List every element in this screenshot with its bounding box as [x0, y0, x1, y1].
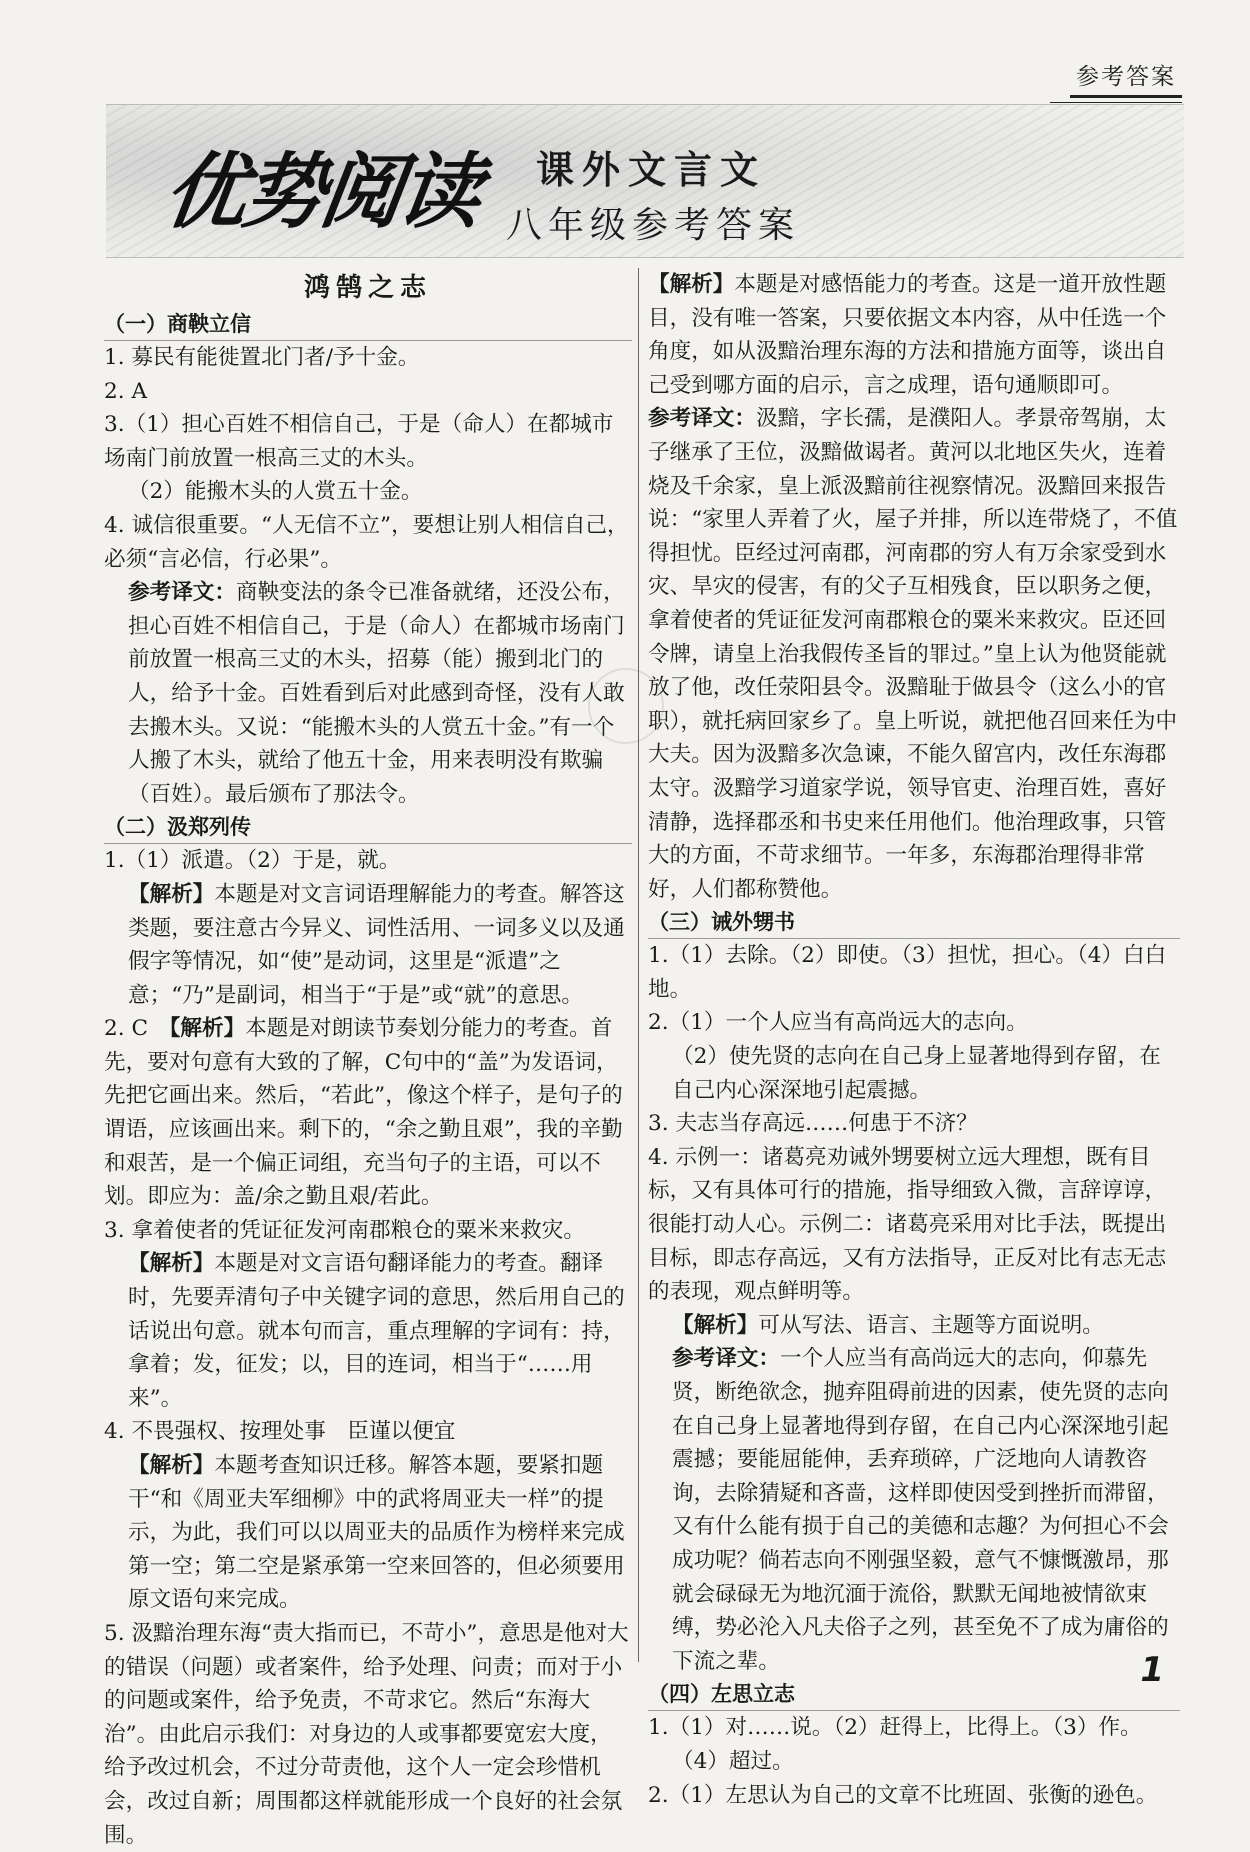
right-column	[648, 268, 1180, 1812]
analysis-text: 本题是对感悟能力的考查。这是一道开放性题目，没有唯一答案，只要依据文本内容，从中任选一个角度，如从汲黯治理东海的方法和措施方面等，谈出自己受到哪方面的启示，言之成理，语句通顺即可。	[648, 272, 1167, 398]
translation-text: 汲黯，字长孺，是濮阳人。孝景帝驾崩，太子继承了王位，汲黯做谒者。黄河以北地区失火，连着烧及千余家，皇上派汲黯前往视察情况。汲黯回来报告说：“家里人弄着了火，屋子并排，所以连带烧了，不值得担忧。臣经过河南郡，河南郡的穷人有万余家受到水灾、旱灾的侵害，有的父子互相残食，臣以职务之便，拿着使者的凭证征发河南郡粮仓的粟米来救灾。臣还回令牌，请皇上治我假传圣旨的罪过。”皇上认为他贤能就放了他，改任荥阳县令。汲黯耻于做县令（这么小的官职），就托病回家乡了。皇上听说，就把他召回来任为中大夫。因为汲黯多次急谏，不能久留宫内，改任东海郡太守。汲黯学习道家学说，领导官吏、治理百姓，喜好清静，选择郡丞和书史来任用他们。他治理政事，只管大的方面，不苛求细节。一年多，东海郡治理得非常好，人们都称赞他。	[648, 406, 1178, 902]
answer-3-1: 1.（1）去除。（2）即使。（3）担忧，担心。（4）白白地。	[648, 943, 1167, 1002]
heading-jiewaisheng: （三）诫外甥书	[648, 906, 1180, 939]
analysis-label: 【解析】	[672, 1312, 759, 1338]
analysis-2-3	[104, 1247, 632, 1415]
translation-2	[648, 402, 1180, 906]
column-divider	[638, 268, 639, 1662]
answer-2-1: 1.（1）派遣。（2）于是，就。	[104, 848, 401, 874]
answer-4-2: 2.（1）左思认为自己的文章不比班固、张衡的逊色。	[648, 1782, 1158, 1808]
answer-1-2: 2. A	[104, 378, 148, 404]
heading-zuosi: （四）左思立志	[648, 1678, 1180, 1711]
translation-label: 参考译文：	[672, 1346, 780, 1372]
answer-1-4: 4. 诚信很重要。“人无信不立”，要想让别人相信自己，必须“言必信，行必果”。	[104, 512, 629, 572]
logo: 优势阅读	[158, 144, 484, 240]
analysis-text: 本题是对朗读节奏划分能力的考查。首先，要对句意有大致的了解，C句中的“盖”为发语词，先把它画出来。然后，“若此”，像这个样子，是句子的谓语，应该画出来。剩下的，“余之勤且艰”，我的辛勤和艰苦，是一个偏正词组，充当句子的主语，可以不划。即应为：盖/余之勤且艰/若此。	[104, 1016, 623, 1210]
translation-text: 商鞅变法的条令已准备就绪，还没公布，担心百姓不相信自己，于是（命人）在都城市场南门前放置一根高三丈的木头，招募（能）搬到北门的人，给予十金。百姓看到后对此感到奇怪，没有人敢去搬木头。又说：“能搬木头的人赏五十金。”有一个人搬了木头，就给了他五十金，用来表明没有欺骗（百姓）。最后颁布了那法令。	[128, 580, 625, 807]
analysis-2-4	[104, 1449, 632, 1617]
analysis-text: 可从写法、语言、主题等方面说明。	[758, 1312, 1104, 1338]
translation-label: 参考译文：	[648, 406, 756, 432]
analysis-label: 【解析】	[128, 1453, 215, 1478]
translation-3	[648, 1342, 1180, 1678]
answer-2-3: 3. 拿着使者的凭证征发河南郡粮仓的粟米来救灾。	[104, 1217, 585, 1243]
analysis-label: 【解析】	[128, 881, 215, 907]
analysis-text: 本题是对文言词语理解能力的考查。解答这类题，要注意古今异义、词性活用、一词多义以及通假字等情况，如“使”是动词，这里是“派遣”之意；“乃”是副词，相当于“于是”或“就”的意思。	[128, 881, 625, 1008]
answer-letter: 2. C	[104, 1016, 148, 1042]
analysis-2-5	[648, 268, 1180, 402]
heading-jizheng: （二）汲郑列传	[104, 811, 632, 844]
section-title: 鸿鹄之志	[303, 273, 432, 303]
heading-shangyang: （一）商鞅立信	[104, 308, 632, 341]
analysis-text: 本题是对文言语句翻译能力的考查。翻译时，先要弄清句子中关键字词的意思，然后用自己的话说出句意。就本句而言，重点理解的字词有：持，拿着；发，征发；以，目的连词，相当于“……用来”。	[128, 1251, 625, 1411]
answer-1-3a: 3.（1）担心百姓不相信自己，于是（命人）在都城市场南门前放置一根高三丈的木头。	[104, 412, 614, 471]
translation-label: 参考译文：	[128, 580, 236, 606]
answer-4-1b: （4）超过。	[672, 1748, 794, 1774]
left-column	[104, 268, 632, 1852]
header-tag: 参考答案	[1070, 58, 1182, 98]
answer-3-4: 4. 示例一：诸葛亮劝诫外甥要树立远大理想，既有目标，又有具体可行的措施，指导细致入微，言辞谆谆，很能打动人心。示例二：诸葛亮采用对比手法，既提出目标，即志存高远，又有方法指导，正反对比有志无志的表现，观点鲜明等。	[648, 1144, 1167, 1305]
analysis-label: 【解析】	[648, 272, 735, 297]
analysis-label: 【解析】	[128, 1251, 215, 1277]
answer-1-1: 1. 募民有能徙置北门者/予十金。	[104, 345, 420, 370]
analysis-2-1	[104, 878, 632, 1012]
answer-3-2a: 2.（1）一个人应当有高尚远大的志向。	[648, 1010, 1028, 1036]
answer-4-1a: 1.（1）对……说。（2）赶得上，比得上。（3）作。	[648, 1715, 1142, 1741]
banner-title: 课外文言文	[536, 147, 767, 192]
answer-3-2b: （2）使先贤的志向在自己身上显著地得到存留，在自己内心深深地引起震撼。	[672, 1044, 1161, 1103]
analysis-3-4	[648, 1309, 1180, 1343]
answer-2-4: 4. 不畏强权、按理处事 臣谨以便宜	[104, 1419, 456, 1445]
answer-3-3: 3. 夫志当存高远……何患于不济？	[648, 1111, 978, 1137]
analysis-text: 本题考查知识迁移。解答本题，要紧扣题干“和《周亚夫军细柳》中的武将周亚夫一样”的提示，为此，我们可以以周亚夫的品质作为榜样来完成第一空；第二空是紧承第一空来回答的，但必须要用原文语句来完成。	[128, 1453, 625, 1613]
answer-2-2	[104, 1012, 632, 1214]
analysis-label: 【解析】	[169, 1016, 246, 1042]
translation-text: 一个人应当有高尚远大的志向，仰慕先贤，断绝欲念，抛弃阻碍前进的因素，使先贤的志向在自己身上显著地得到存留，在自己内心深深地引起震撼；要能屈能伸，丢弃琐碎，广泛地向人请教咨询，去除猜疑和吝啬，这样即使因受到挫折而滞留，又有什么能有损于自己的美德和志趣？为何担心不会成功呢？倘若志向不刚强坚毅，意气不慷慨激昂，那就会碌碌无为地沉湎于流俗，默默无闻地被情欲束缚，势必沦入凡夫俗子之列，甚至免不了成为庸俗的下流之辈。	[672, 1346, 1169, 1674]
translation-1	[104, 576, 632, 811]
answer-2-5: 5. 汲黯治理东海“责大指而已，不苛小”，意思是他对大的错误（问题）或者案件，给予处理、问责；而对于小的问题或案件，给予免责，不苛求它。然后“东海大治”。由此启示我们：对身边的人或事都要宽宏大度，给予改过机会，不过分苛责他，这个人一定会珍惜机会，改过自新；周围都这样就能形成一个良好的社会氛围。	[104, 1620, 629, 1848]
answer-1-3b: （2）能搬木头的人赏五十金。	[128, 479, 423, 505]
page-number: 1	[1140, 1650, 1164, 1690]
banner	[106, 104, 1184, 258]
banner-subtitle: 八年级参考答案	[506, 205, 801, 246]
